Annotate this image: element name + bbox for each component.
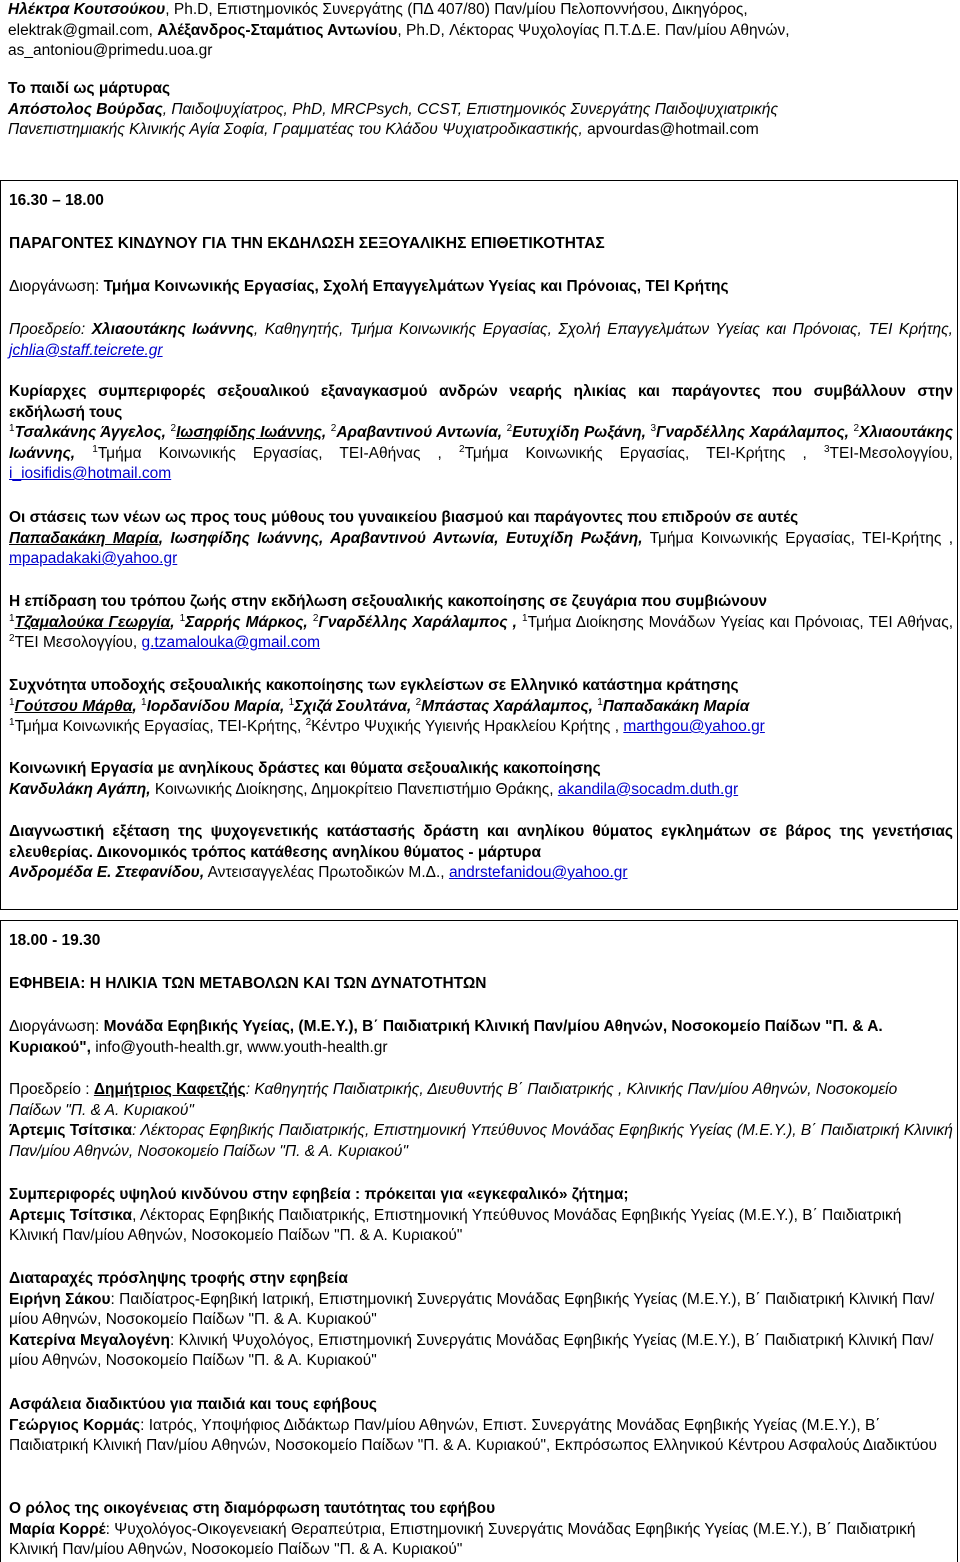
- organizer-label: Διοργάνωση:: [9, 278, 104, 295]
- author-affiliation: : Ιατρός, Υποψήφιος Διδάκτωρ Παν/μίου Αθηνών, Επιστ. Συνεργάτης Μονάδας Εφηβικής Υγείας (Μ.Ε.Υ.), Β΄ Παιδιατρική Κλινική Παν/μίου Αθηνών, Νοσοκομείο Παίδων "Π. & Α. Κυριακού", Εκπρόσωπος Ελληνικού Κέντρου Ασφαλούς Διαδικτύου: [9, 1416, 938, 1454]
- author-affiliation: , Ph.D, Επιστημονικός Συνεργάτης (ΠΔ 407/80) Παν/μίου Πελοποννήσου, Δικηγόρος,: [165, 1, 748, 18]
- author-affiliation: Κέντρο Ψυχικής Υγιεινής Ηρακλείου Κρήτης ,: [311, 718, 624, 735]
- author-name: Κατερίνα Μεγαλογένη: [9, 1331, 171, 1349]
- author-affiliation: Αντεισαγγελέας Πρωτοδικών Μ.Δ.,: [204, 864, 449, 881]
- talk-block: [9, 1395, 953, 1457]
- organizer: [9, 1017, 953, 1058]
- presenting-author: Γούτσου Μάρθα: [14, 697, 133, 715]
- organizer-label: Διοργάνωση:: [9, 1018, 104, 1035]
- talk-block: [8, 79, 952, 141]
- session-title: ΠΑΡΑΓΟΝΤΕΣ ΚΙΝΔΥΝΟΥ ΓΙΑ ΤΗΝ ΕΚΔΗΛΩΣΗ ΣΕΞΟΥΑΛΙΚΗΣ ΕΠΙΘΕΤΙΚΟΤΗΤΑΣ: [9, 234, 605, 252]
- affiliation-mark: 3: [650, 422, 657, 434]
- email-link[interactable]: marthgou@yahoo.gr: [623, 718, 765, 735]
- affiliation-mark: 2: [170, 422, 177, 434]
- session-box: [0, 920, 958, 1562]
- affiliation-mark: 2: [312, 612, 319, 624]
- affiliation-mark: 1: [9, 716, 15, 728]
- author-affiliation: , Λέκτορας Εφηβικής Παιδιατρικής, Επιστημονική Υπεύθυνος Μονάδας Εφηβικής Υγείας (Μ.Ε.Υ.), Β΄ Παιδιατρική Κλινική Παν/μίου Αθηνών, Νοσοκομείο Παίδων "Π. & Α. Κυριακού": [9, 1206, 902, 1244]
- talk-title: Συμπεριφορές υψηλού κινδύνου στην εφηβεία : πρόκειται για «εγκεφαλικό» ζήτημα;: [9, 1186, 629, 1203]
- chair-affiliation: , Καθηγητής, Τμήμα Κοινωνικής Εργασίας, Σχολή Επαγγελμάτων Υγείας και Πρόνοιας, ΤΕΙ Κρήτης,: [253, 321, 953, 338]
- author-affiliation: Τμήμα Κοινωνικής Εργασίας, ΤΕΙ-Κρήτης,: [14, 718, 306, 735]
- talk-title: Η επίδραση του τρόπου ζωής στην εκδήλωση σεξουαλικής κακοποίησης σε ζευγάρια που συμβιώνουν: [9, 593, 767, 610]
- author-name: Χλιαουτάκης Ιωάννης,: [9, 424, 953, 462]
- affiliation-mark: 2: [853, 422, 860, 434]
- author-affiliation: Τμήμα Διοίκησης Μονάδων Υγείας και Πρόνοιας, ΤΕΙ Αθήνας,: [527, 613, 954, 631]
- organizer-value: Τμήμα Κοινωνικής Εργασίας, Σχολή Επαγγελμάτων Υγείας και Πρόνοιας, ΤΕΙ Κρήτης: [103, 278, 729, 295]
- affiliation-mark: 2: [9, 632, 15, 644]
- author-name: Τσαλκάνης Άγγελος,: [14, 424, 171, 441]
- intro-block: [8, 0, 952, 62]
- separator: ,: [321, 424, 331, 441]
- organizer-links: info@youth-health.gr, www.youth-health.gr: [95, 1038, 388, 1056]
- author-affiliation: : Ψυχολόγος-Οικογενειακή Θεραπεύτρια, Επιστημονική Συνεργάτις Μονάδας Εφηβικής Υγείας (Μ.Ε.Υ.), Β΄ Παιδιατρική Κλινική Παν/μίου Αθηνών, Νοσοκομείο Παίδων "Π. & Α. Κυριακού": [9, 1520, 916, 1558]
- author-name: Σαρρής Μάρκος,: [185, 613, 313, 631]
- email-text: as_antoniou@primedu.uoa.gr: [8, 42, 213, 59]
- session-time: 18.00 - 19.30: [9, 932, 101, 949]
- session-title: ΕΦΗΒΕΙΑ: Η ΗΛΙΚΙΑ ΤΩΝ ΜΕΤΑΒΟΛΩΝ ΚΑΙ ΤΩΝ ΔΥΝΑΤΟΤΗΤΩΝ: [9, 974, 487, 992]
- author-name: Ανδρομέδα Ε. Στεφανίδου,: [9, 864, 205, 881]
- talk-title: Διαταραχές πρόσληψης τροφής στην εφηβεία: [9, 1270, 348, 1287]
- separator: ,: [507, 613, 523, 631]
- author-name: Αραβαντινού Αντωνία,: [336, 424, 507, 441]
- author-affiliation: : Κλινική Ψυχολόγος, Επιστημονική Συνεργάτις Μονάδας Εφηβικής Υγείας (Μ.Ε.Υ.), Β΄ Παιδιατρική Κλινική Παν/μίου Αθηνών, Νοσοκομείο Παίδων "Π. & Α. Κυριακού": [9, 1331, 934, 1369]
- author-name: Γεώργιος Κορμάς: [9, 1416, 141, 1434]
- email-text: apvourdas@hotmail.com: [582, 121, 759, 138]
- talk-block: [9, 759, 953, 800]
- talk-title: Ο ρόλος της οικογένειας στη διαμόρφωση ταυτότητας του εφήβου: [9, 1500, 496, 1517]
- email-text: elektrak@gmail.com,: [8, 21, 158, 39]
- talk-title: Το παιδί ως μάρτυρας: [8, 80, 171, 97]
- chair-affiliation: : Λέκτορας Εφηβικής Παιδιατρικής, Επιστημονική Υπεύθυνος Μονάδας Εφηβικής Υγείας (Μ.Ε.Υ.), Β΄ Παιδιατρική Κλινική Παν/μίου Αθηνών, Νοσοκομείο Παίδων "Π. & Α. Κυριακού": [9, 1122, 953, 1160]
- affiliation-mark: 1: [522, 612, 528, 624]
- email-link[interactable]: andrstefanidou@yahoo.gr: [448, 864, 628, 881]
- presenting-author: Παπαδακάκη Μαρία: [9, 529, 159, 547]
- author-name: Αρτεμις Τσίτσικα: [9, 1206, 133, 1224]
- talk-title: Συχνότητα υποδοχής σεξουαλικής κακοποίησης των εγκλείστων σε Ελληνικό κατάστημα κράτησης: [9, 677, 739, 694]
- chair: [9, 1080, 953, 1162]
- presenting-author: Ιωσηφίδης Ιωάννης: [176, 424, 322, 441]
- affiliation-mark: 2: [506, 422, 513, 434]
- author-affiliation: ΤΕΙ Μεσολογγίου,: [14, 634, 142, 651]
- author-affiliation: Τμήμα Κοινωνικής Εργασίας, ΤΕΙ-Αθήνας ,: [97, 444, 459, 462]
- author-name: Μαρία Κορρέ: [9, 1520, 106, 1538]
- organizer: [9, 277, 953, 298]
- author-name: Κανδυλάκη Αγάπη,: [9, 780, 151, 798]
- talk-block: [9, 822, 953, 884]
- separator: ,: [132, 697, 141, 715]
- session-time: 16.30 – 18.00: [9, 192, 104, 209]
- chair: [9, 320, 953, 361]
- author-name: Ηλέκτρα Κουτσούκου: [8, 1, 166, 18]
- chair-label: Προεδρείο :: [9, 1081, 94, 1098]
- chair-label: Προεδρείο:: [9, 321, 92, 338]
- presenting-author: Τζαμαλούκα Γεωργία: [14, 613, 171, 631]
- author-name: Ευτυχίδη Ρωξάνη,: [512, 424, 651, 441]
- email-link[interactable]: akandila@socadm.duth.gr: [557, 780, 739, 798]
- author-name: Ιορδανίδου Μαρία,: [146, 697, 289, 715]
- affiliation-mark: 1: [597, 696, 603, 708]
- author-affiliation: : Παιδίατρος-Εφηβική Ιατρική, Επιστημονική Συνεργάτις Μονάδας Εφηβικής Υγείας (Μ.Ε.Υ.), Β΄ Παιδιατρική Κλινική Παν/μίου Αθηνών, Νοσοκομείο Παίδων "Π. & Α. Κυριακού": [9, 1290, 935, 1328]
- affiliation-mark: 2: [415, 696, 422, 708]
- talk-block: [9, 592, 953, 654]
- affiliation-mark: 2: [458, 443, 465, 455]
- affiliation-mark: 2: [305, 716, 312, 728]
- email-link[interactable]: i_iosifidis@hotmail.com: [9, 465, 172, 482]
- author-name: Μπάστας Χαράλαμπος,: [421, 697, 598, 715]
- author-affiliation: Πανεπιστημιακής Κλινικής Αγία Σοφία, Γραμματέας του Κλάδου Ψυχιατροδικαστικής,: [8, 121, 583, 138]
- author-affiliation: , Παιδοψυχίατρος, PhD, MRCPsych, CCST, Επιστημονικός Συνεργάτης Παιδοψυχιατρικής: [162, 100, 779, 118]
- organizer-value: Μονάδα Εφηβικής Υγείας, (Μ.Ε.Υ.), Β΄ Παιδιατρική Κλινική Παν/μίου Αθηνών, Νοσοκομείο Παίδων "Π. & Α. Κυριακού",: [9, 1018, 883, 1056]
- talk-title: Οι στάσεις των νέων ως προς τους μύθους του γυναικείου βιασμού και παράγοντες που επιδρούν σε αυτές: [9, 509, 799, 526]
- author-name: Γναρδέλλης Χαράλαμπος,: [656, 424, 854, 441]
- session-header: [9, 191, 953, 254]
- separator: ,: [170, 613, 180, 631]
- talk-title: Κυρίαρχες συμπεριφορές σεξουαλικού εξαναγκασμού ανδρών νεαρής ηλικίας και παράγοντες που συμβάλλουν στην εκδήλωσή τους: [9, 383, 953, 421]
- author-affiliation: , Ph.D, Λέκτορας Ψυχολογίας Π.Τ.Δ.Ε. Παν/μίου Αθηνών,: [397, 21, 790, 39]
- talk-title: Κοινωνική Εργασία με ανηλίκους δράστες και θύματα σεξουαλικής κακοποίησης: [9, 760, 601, 777]
- affiliation-mark: 1: [141, 696, 147, 708]
- affiliation-mark: 1: [92, 443, 98, 455]
- affiliation-mark: 2: [330, 422, 337, 434]
- session-box: [0, 180, 958, 910]
- session-header: [9, 931, 953, 994]
- author-name: Αλέξανδρος-Σταμάτιος Αντωνίου: [157, 21, 398, 39]
- affiliation-mark: 1: [9, 612, 15, 624]
- talk-title: Ασφάλεια διαδικτύου για παιδιά και τους εφήβους: [9, 1396, 377, 1413]
- talk-block: [9, 382, 953, 485]
- author-name: Γναρδέλλης Χαράλαμπος: [318, 613, 508, 631]
- affiliation-mark: 1: [179, 612, 186, 624]
- author-name: Ειρήνη Σάκου: [9, 1290, 111, 1308]
- talk-block: [9, 676, 953, 738]
- author-name: Απόστολος Βούρδας: [8, 100, 163, 118]
- affiliation-mark: 1: [288, 696, 295, 708]
- chair-name: Δημήτριος Καφετζής: [93, 1081, 246, 1098]
- chair-name: Χλιαουτάκης Ιωάννης: [91, 321, 254, 338]
- author-affiliation: ΤΕΙ-Μεσολογγίου,: [829, 444, 953, 462]
- talk-title: Διαγνωστική εξέταση της ψυχογενετικής κατάστασής δράστη και ανηλίκου θύματος εγκλημάτων σε βάρος της γενετήσιας ελευθερίας. Δικονομικός τρόπος κατάθεσης ανηλίκου θύματος - μάρτυρα: [9, 823, 953, 861]
- talk-block: [9, 1499, 953, 1561]
- author-names: , Ιωσηφίδης Ιωάννης, Αραβαντινού Αντωνία, Ευτυχίδη Ρωξάνη,: [158, 529, 643, 547]
- chair-name: Άρτεμις Τσίτσικα: [9, 1122, 133, 1139]
- chair-affiliation: : Καθηγητής Παιδιατρικής, Διευθυντής Β΄ Παιδιατρικής , Κλινικής Παν/μίου Αθηνών, Νοσοκομείο Παίδων "Π. & Α. Κυριακού": [9, 1081, 898, 1119]
- talk-block: [9, 508, 953, 570]
- email-link[interactable]: mpapadakaki@yahoo.gr: [9, 550, 178, 567]
- email-link[interactable]: jchlia@staff.teicrete.gr: [9, 341, 163, 359]
- author-name: Σχιζά Σουλτάνα,: [294, 697, 416, 715]
- affiliation-mark: 3: [823, 443, 830, 455]
- author-affiliation: Κοινωνικής Διοίκησης, Δημοκρίτειο Πανεπιστήμιο Θράκης,: [150, 780, 558, 798]
- author-name: Παπαδακάκη Μαρία: [602, 697, 750, 715]
- email-link[interactable]: g.tzamalouka@gmail.com: [141, 634, 321, 651]
- affiliation-mark: 1: [9, 696, 15, 708]
- talk-block: [9, 1185, 953, 1247]
- affiliation-mark: 1: [9, 422, 15, 434]
- talk-block: [9, 1269, 953, 1372]
- author-affiliation: Τμήμα Κοινωνικής Εργασίας, ΤΕΙ-Κρήτης ,: [464, 444, 824, 462]
- author-affiliation: Τμήμα Κοινωνικής Εργασίας, ΤΕΙ-Κρήτης ,: [642, 529, 954, 547]
